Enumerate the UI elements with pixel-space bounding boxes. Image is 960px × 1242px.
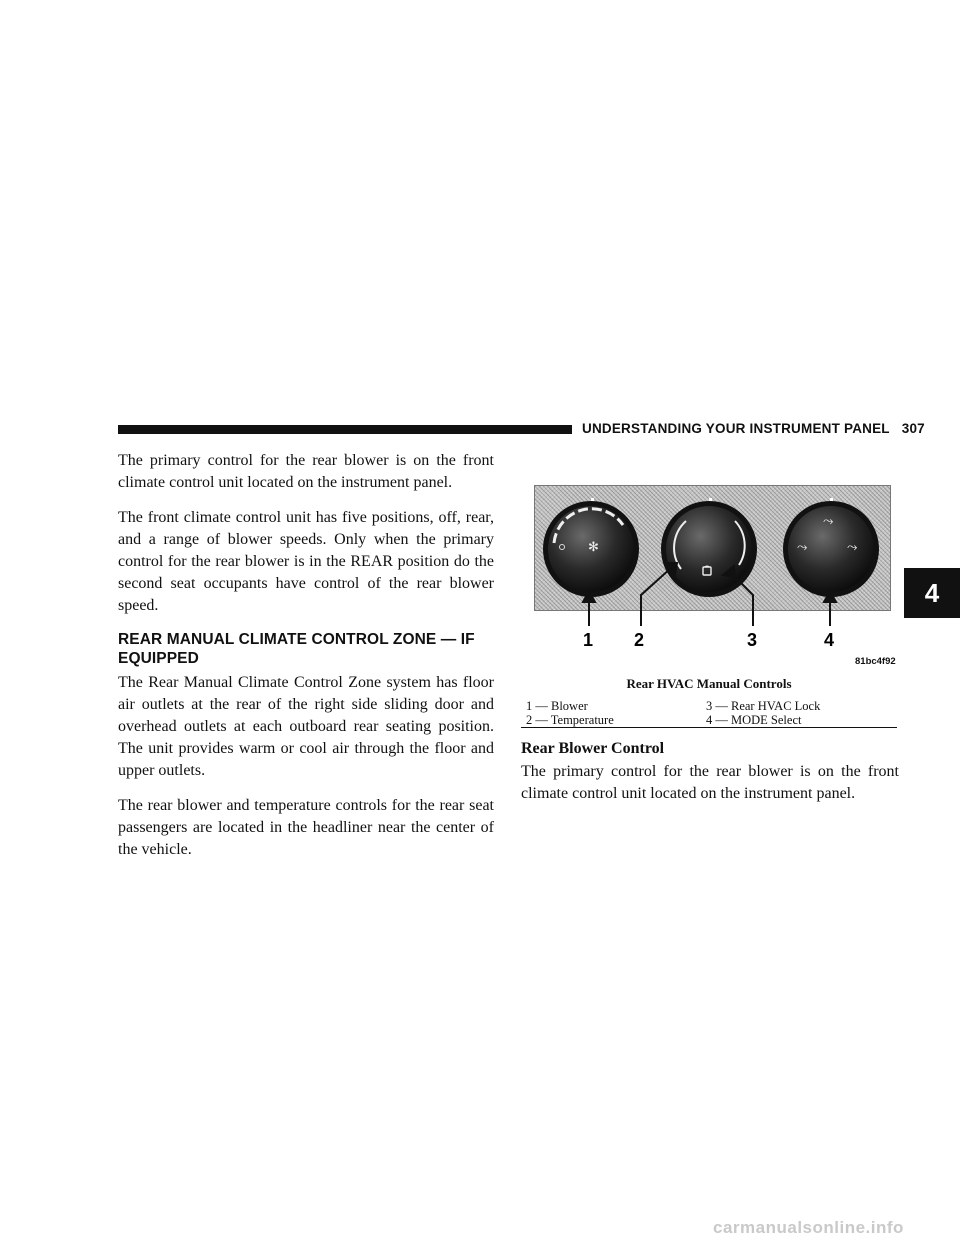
- legend-item: 2 — Temperature: [526, 713, 614, 727]
- section-heading: REAR MANUAL CLIMATE CONTROL ZONE — IF EQUIPPED: [118, 631, 475, 667]
- running-header: [582, 421, 925, 436]
- paragraph-front-unit: The front climate control unit has five positions, off, rear, and a range of blower speeds. Only when the primary control for the rear blower is in the REAR position do the second seat occupants have control of the rear blower speed.: [118, 509, 494, 614]
- watermark-text: carmanualsonline.info: [713, 1218, 904, 1237]
- paragraph-headliner: The rear blower and temperature controls for the rear seat passengers are located in the headliner near the center of the vehicle.: [118, 797, 494, 858]
- header-title: UNDERSTANDING YOUR INSTRUMENT PANEL: [582, 421, 890, 436]
- callout-1: 1: [583, 630, 594, 650]
- legend-item: 4 — MODE Select: [706, 713, 802, 727]
- vent-icon-top: ⤳: [823, 514, 834, 529]
- chapter-tab: 4: [904, 568, 960, 618]
- paragraph-rear-zone: The Rear Manual Climate Control Zone system has floor air outlets at the rear of the right side sliding door and overhead outlets at each outboard rear seating position. The unit provides warm or cool air through the floor and upper outlets.: [118, 674, 494, 779]
- legend-item: 3 — Rear HVAC Lock: [706, 699, 821, 713]
- figure-legend: [526, 699, 897, 727]
- mode-select-knob: [783, 498, 879, 597]
- page-number: 307: [901, 421, 925, 436]
- hvac-illustration: [521, 483, 897, 673]
- callout-3: 3: [747, 630, 758, 650]
- callout-4: 4: [824, 630, 835, 650]
- legend-rule: [521, 727, 897, 728]
- right-column: [521, 738, 899, 818]
- legend-row: [526, 699, 897, 713]
- paragraph-rear-blower: The primary control for the rear blower is on the front climate control unit located on the instrument panel.: [521, 763, 899, 802]
- blower-knob: [543, 498, 639, 597]
- figure-title: Rear HVAC Manual Controls: [626, 676, 792, 691]
- callout-2: 2: [634, 630, 645, 650]
- fan-icon: ✻: [588, 540, 599, 555]
- temperature-knob: [661, 498, 757, 597]
- left-column: [118, 450, 494, 874]
- legend-item: 1 — Blower: [526, 699, 588, 713]
- paragraph-primary-control: The primary control for the rear blower is on the front climate control unit located on the instrument panel.: [118, 452, 494, 491]
- header-rule: [118, 425, 572, 434]
- legend-row: [526, 713, 897, 727]
- vent-icon-right: ⤳: [847, 540, 858, 555]
- vent-icon-left: ⤳: [797, 540, 808, 555]
- figure-code: 81bc4f92: [855, 656, 896, 667]
- hvac-figure: [521, 483, 897, 733]
- watermark: [0, 1218, 960, 1242]
- subheading-rear-blower: Rear Blower Control: [521, 740, 665, 757]
